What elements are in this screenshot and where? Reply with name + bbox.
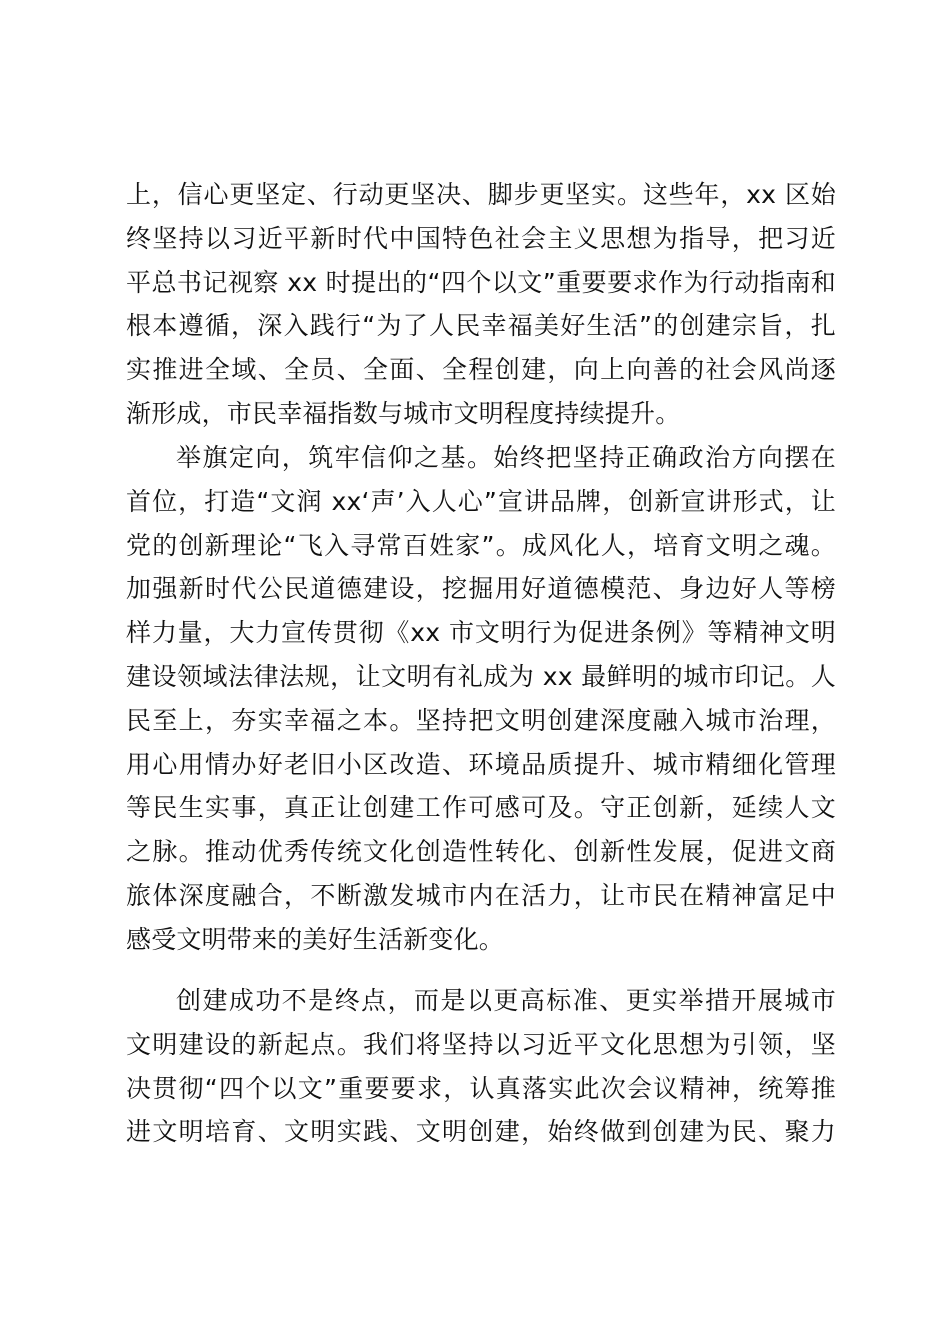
text-line: 平总书记视察 xx 时提出的“四个以文”重要要求作为行动指南和 [126,267,836,297]
text-line: 民至上，夯实幸福之本。坚持把文明创建深度融入城市治理， [126,705,836,735]
text-line: 文明建设的新起点。我们将坚持以习近平文化思想为引领，坚 [126,1029,836,1059]
text-line: 创建成功不是终点，而是以更高标准、更实举措开展城市 [176,986,836,1015]
text-line: 等民生实事，真正让创建工作可感可及。守正创新，延续人文 [126,793,836,823]
text-line: 渐形成，市民幸福指数与城市文明程度持续提升。 [126,398,681,428]
text-line: 举旗定向，筑牢信仰之基。始终把坚持正确政治方向摆在 [176,443,836,472]
text-line: 感受文明带来的美好生活新变化。 [126,924,505,954]
text-line: 上，信心更坚定、行动更坚决、脚步更坚实。这些年，xx 区始 [126,180,836,209]
paragraph-3 [126,979,836,1154]
text-line: 进文明培育、文明实践、文明创建，始终做到创建为民、聚力 [126,1117,836,1147]
text-line: 党的创新理论“飞入寻常百姓家”。成风化人，培育文明之魂。 [126,530,836,560]
text-line: 实推进全域、全员、全面、全程创建，向上向善的社会风尚逐 [126,355,836,385]
text-line: 加强新时代公民道德建设，挖掘用好道德模范、身边好人等榜 [126,574,836,604]
text-line: 用心用情办好老旧小区改造、环境品质提升、城市精细化管理 [126,749,836,779]
text-line: 终坚持以习近平新时代中国特色社会主义思想为指导，把习近 [126,223,836,253]
text-line: 样力量，大力宣传贯彻《xx 市文明行为促进条例》等精神文明 [126,618,836,648]
text-line: 根本遵循，深入践行“为了人民幸福美好生活”的创建宗旨，扎 [126,311,836,341]
text-line: 建设领域法律法规，让文明有礼成为 xx 最鲜明的城市印记。人 [126,661,836,691]
text-line: 决贯彻“四个以文”重要要求，认真落实此次会议精神，统筹推 [126,1073,836,1103]
text-line: 首位，打造“文润 xx‘声’入人心”宣讲品牌，创新宣讲形式，让 [126,486,836,516]
paragraph-1 [126,173,836,436]
paragraph-2 [126,436,836,962]
text-line: 旅体深度融合，不断激发城市内在活力，让市民在精神富足中 [126,880,836,910]
text-line: 之脉。推动优秀传统文化创造性转化、创新性发展，促进文商 [126,837,836,867]
